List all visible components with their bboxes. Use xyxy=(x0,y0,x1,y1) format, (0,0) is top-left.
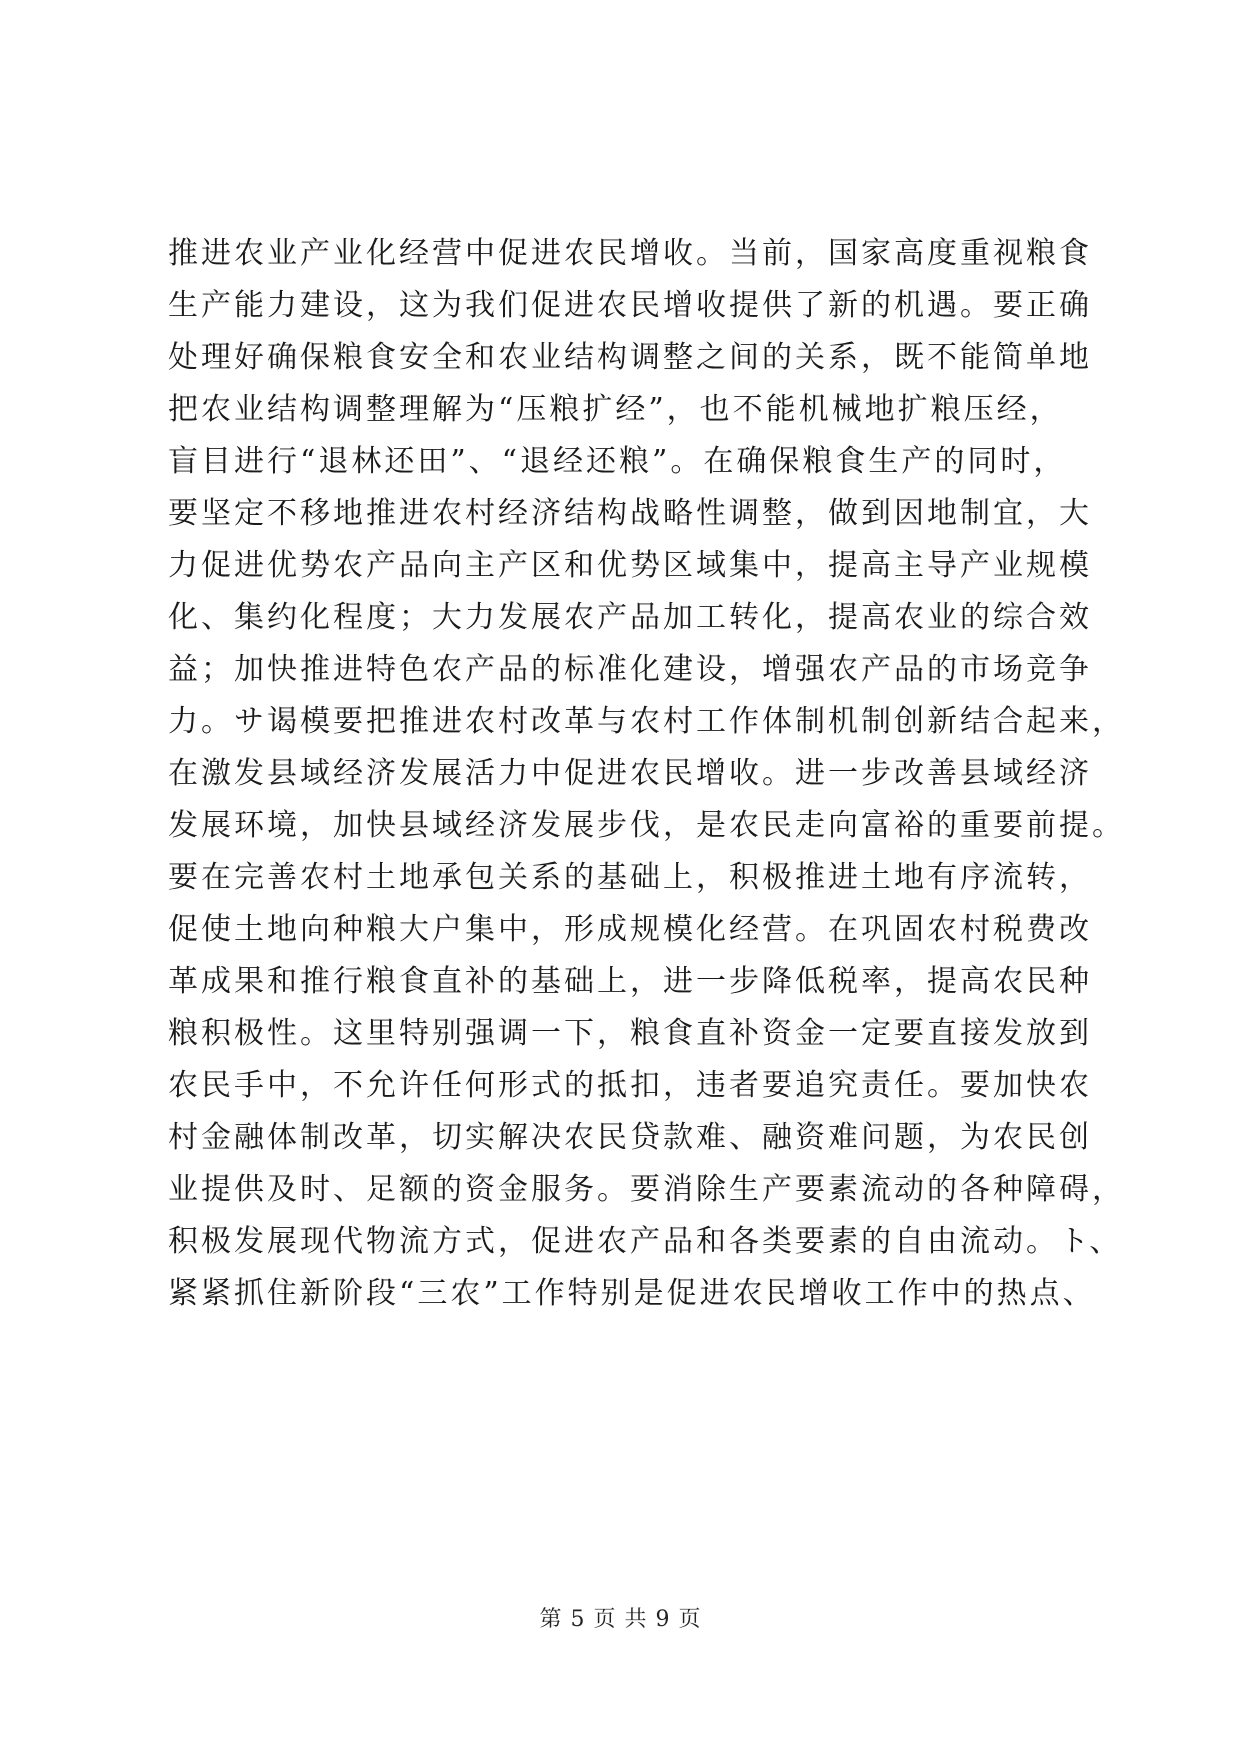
text-line: 化、集约化程度；大力发展农产品加工转化，提高农业的综合效 xyxy=(168,600,1092,635)
text-line: 力。サ谒模要把推进农村改革与农村工作体制机制创新结合起来， xyxy=(168,704,1125,739)
text-line: 生产能力建设，这为我们促进农民增收提供了新的机遇。要正确 xyxy=(168,288,1092,323)
text-line: 盲目进行“退林还田”、“退经还粮”。在确保粮食生产的同时， xyxy=(168,444,1067,479)
text-line: 要坚定不移地推进农村经济结构战略性调整，做到因地制宜，大 xyxy=(168,496,1092,531)
text-line: 积极发展现代物流方式，促进农产品和各类要素的自由流动。ト、 xyxy=(168,1224,1123,1259)
text-line: 促使土地向种粮大户集中，形成规模化经营。在巩固农村税费改 xyxy=(168,912,1092,947)
text-line: 推进农业产业化经营中促进农民增收。当前，国家高度重视粮食 xyxy=(168,236,1092,271)
page-footer xyxy=(0,1602,1241,1633)
text-line: 要在完善农村土地承包关系的基础上，积极推进土地有序流转， xyxy=(168,860,1092,895)
text-line: 在激发县域经济发展活力中促进农民增收。进一步改善县域经济 xyxy=(168,756,1092,791)
text-line: 力促进优势农产品向主产区和优势区域集中，提高主导产业规模 xyxy=(168,548,1092,583)
text-line: 把农业结构调整理解为“压粮扩经”，也不能机械地扩粮压经， xyxy=(168,392,1063,427)
text-line: 业提供及时、足额的资金服务。要消除生产要素流动的各种障碍， xyxy=(168,1172,1125,1207)
page-number-label: 第 5 页 共 9 页 xyxy=(539,1607,702,1632)
text-line: 农民手中，不允许任何形式的抵扣，违者要追究责任。要加快农 xyxy=(168,1068,1092,1103)
text-line: 粮积极性。这里特别强调一下，粮食直补资金一定要直接发放到 xyxy=(168,1016,1092,1051)
text-line: 紧紧抓住新阶段“三农”工作特别是促进农民增收工作中的热点、 xyxy=(168,1276,1096,1311)
text-line: 发展环境，加快县域经济发展步伐，是农民走向富裕的重要前提。 xyxy=(168,808,1125,843)
text-line: 村金融体制改革，切实解决农民贷款难、融资难问题，为农民创 xyxy=(168,1120,1092,1155)
text-line: 益；加快推进特色农产品的标准化建设，增强农产品的市场竞争 xyxy=(168,652,1092,687)
text-line: 处理好确保粮食安全和农业结构调整之间的关系，既不能简单地 xyxy=(168,340,1092,375)
text-line: 革成果和推行粮食直补的基础上，进一步降低税率，提高农民种 xyxy=(168,964,1092,999)
body-text xyxy=(168,228,1125,1320)
